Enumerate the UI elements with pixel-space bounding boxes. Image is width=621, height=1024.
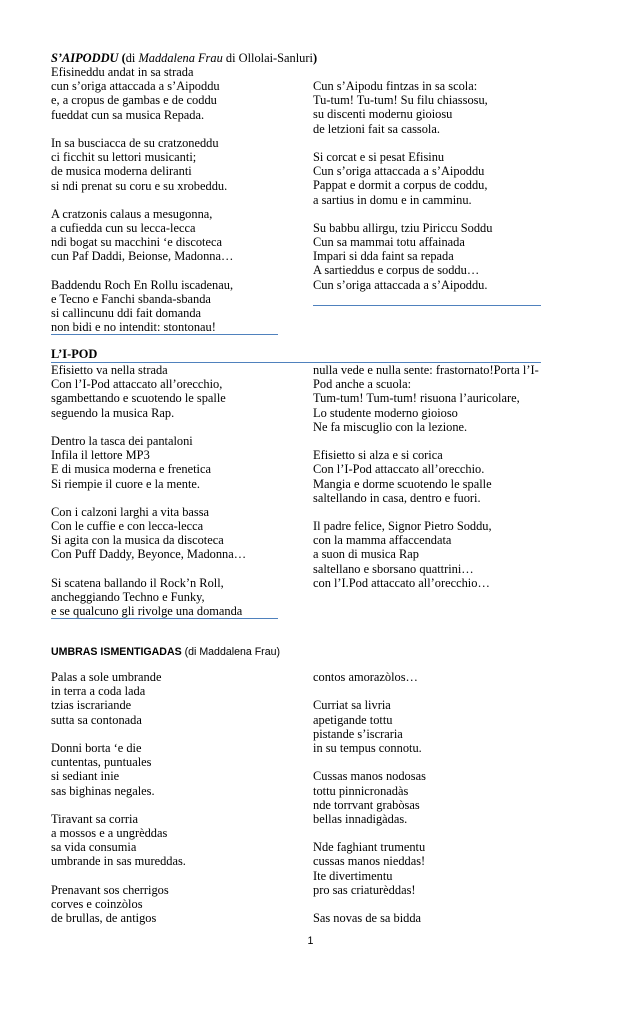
section2-left-column [51, 363, 311, 633]
verse-line: su discenti modernu gioiosu [313, 107, 453, 122]
verse-line: Il padre felice, Signor Pietro Soddu, [313, 519, 492, 534]
verse-line: e Tecno e Fanchi sbanda-sbanda [51, 292, 211, 306]
section1-left-stanza [51, 65, 311, 122]
verse-line: de letzioni fait sa cassola. [313, 121, 440, 136]
verse-line: Baddendu Roch En Rollu iscadenau, [51, 277, 234, 292]
verse-line: sa vida consumia [51, 840, 137, 855]
verse-line: E di musica moderna e frenetica [51, 462, 211, 477]
verse-line: e se qualcuno gli rivolge una domanda [51, 604, 243, 619]
section1-right-column [313, 79, 573, 306]
section3-left-stanza [51, 883, 311, 926]
section2-right-stanza [313, 519, 573, 590]
verse-line: Pappat e dormit a corpus de coddu, [313, 178, 488, 193]
section1-right-stanza [313, 221, 573, 292]
section3-right-stanza [313, 911, 573, 925]
verse-line: in su tempus connotu. [313, 740, 422, 755]
verse-line: ancheggiando Techno e Funky, [51, 590, 205, 604]
verse-line: Cun s’Aipodu fintzas in sa scola: [313, 79, 478, 93]
section2-left-stanza [51, 363, 311, 420]
section3-left-column [51, 670, 311, 940]
verse-line: A sartieddus e corpus de soddu… [313, 263, 480, 278]
section1-title-di: di [125, 51, 139, 65]
verse-line: cun Paf Daddi, Beionse, Madonna… [51, 249, 234, 264]
verse-line: Mangia e dorme scuotendo le spalle [313, 476, 492, 491]
verse-line: bellas innadigàdas. [313, 811, 408, 826]
verse-line: Con i calzoni larghi a vita bassa [51, 504, 210, 519]
verse-line: cussas manos nieddas! [313, 854, 426, 869]
section3-left-stanza [51, 812, 311, 869]
verse-line: tottu pinnicronadàs [313, 783, 409, 798]
verse-line: saltellano e sborsano quattrini… [313, 561, 474, 576]
section1-left-stanza [51, 136, 311, 193]
verse-line: seguendo la musica Rap. [51, 405, 175, 420]
verse-line: Su babbu allirgu, tziu Piriccu Soddu [313, 220, 493, 235]
section2-right-column [313, 363, 573, 604]
verse-line: Si scatena ballando il Rock’n Roll, [51, 575, 224, 590]
verse-line: Con Puff Daddy, Beyonce, Madonna… [51, 547, 247, 562]
section3-title-main: UMBRAS ISMENTIGADAS [51, 646, 182, 658]
section2-left-stanza [51, 434, 311, 491]
section1-title-main: S’AIPODDU [51, 51, 119, 65]
verse-line: Ite divertimentu [313, 868, 393, 883]
verse-line: Impari si dda faint sa repada [313, 249, 454, 264]
verse-line: fueddat cun sa musica Repada. [51, 107, 205, 122]
verse-line: Si riempie il cuore e la mente. [51, 476, 200, 491]
verse-line: tzias iscrariande [51, 698, 132, 713]
verse-line: Ne fa miscuglio con la lezione. [313, 419, 468, 434]
section3-right-column [313, 670, 573, 940]
verse-line: Efisietto va nella strada [51, 363, 168, 377]
section3-right-stanza [313, 840, 573, 897]
verse-line: A cratzonis calaus a mesugonna, [51, 206, 213, 221]
verse-line: ndi bogat su macchini ‘e discoteca [51, 235, 223, 250]
section1-title: S’AIPODDU (di Maddalena Frau di Ollolai-Sanluri) [51, 51, 318, 65]
verse-line: In sa busciacca de su cratzoneddu [51, 135, 219, 150]
verse-line: cuntentas, puntuales [51, 755, 152, 770]
verse-line: Tiravant sa corria [51, 811, 138, 826]
section3-right-stanza [313, 698, 573, 755]
verse-line: nulla vede e nulla sente: frastornato!Porta l’I- [313, 363, 539, 377]
verse-line: con l’I.Pod attaccato all’orecchio… [313, 575, 490, 590]
verse-line: apetigande tottu [313, 712, 393, 727]
verse-line: de brullas, de antigos [51, 911, 157, 926]
verse-line: ci ficchit su lettori musicanti; [51, 150, 197, 165]
verse-line: Prenavant sos cherrigos [51, 882, 169, 897]
section2-right-stanza [313, 363, 573, 434]
verse-line: sgambettando e scuotendo le spalle [51, 391, 226, 406]
page-number: 1 [307, 935, 314, 947]
verse-line: cun s’origa attaccada a s’Aipoddu [51, 79, 220, 94]
verse-line: Con l’I-Pod attaccato all’orecchio. [313, 462, 485, 477]
section1-place: di Ollolai-Sanluri [222, 51, 313, 65]
verse-line: Donni borta ‘e die [51, 740, 142, 755]
verse-line: Efisietto si alza e si corica [313, 448, 443, 463]
verse-line: si ndi prenat su coru e su xrobeddu. [51, 178, 228, 193]
section3-right-stanza [313, 670, 573, 684]
verse-line: Con le cuffie e con lecca-lecca [51, 519, 204, 534]
verse-line: Sas novas de sa bidda [313, 911, 422, 926]
verse-line: Si corcat e si pesat Efisinu [313, 149, 445, 164]
verse-line: contos amorazòlos… [313, 670, 418, 684]
section3-title [51, 645, 280, 659]
verse-line: de musica moderna deliranti [51, 164, 192, 179]
verse-line: Dentro la tasca dei pantaloni [51, 433, 193, 448]
section2-left-rule [51, 618, 278, 619]
verse-line: Tum-tum! Tum-tum! risuona l’auricolare, [313, 391, 520, 406]
verse-line: a sartius in domu e in camminu. [313, 192, 472, 207]
verse-line: si callincunu ddi fait domanda [51, 306, 202, 321]
verse-line: Curriat sa livria [313, 698, 391, 713]
verse-line: umbrande in sas mureddas. [51, 854, 186, 869]
section1-left-stanza [51, 278, 311, 335]
verse-line: e, a cropus de gambas e de coddu [51, 93, 217, 108]
verse-line: Con l’I-Pod attaccato all’orecchio, [51, 377, 223, 392]
verse-line: Pod anche a scuola: [313, 377, 412, 392]
verse-line: con la mamma affaccendata [313, 533, 452, 548]
section1-left-column [51, 65, 311, 349]
section2-right-stanza [313, 448, 573, 505]
verse-line: in terra a coda lada [51, 684, 146, 699]
section3-left-stanza [51, 741, 311, 798]
verse-line: sutta sa contonada [51, 712, 142, 727]
verse-line: Cun s’origa attaccada a s’Aipoddu [313, 164, 485, 179]
section1-right-stanza [313, 150, 573, 207]
verse-line: saltellando in casa, dentro e fuori. [313, 490, 481, 505]
section1-right-rule [313, 305, 541, 306]
section1-author: Maddalena Frau [138, 51, 223, 65]
verse-line: Lo studente moderno gioioso [313, 405, 458, 420]
verse-line: sas bighinas negales. [51, 783, 155, 798]
verse-line: Cussas manos nodosas [313, 769, 426, 784]
verse-line: Efisineddu andat in sa strada [51, 65, 194, 79]
verse-line: a suon di musica Rap [313, 547, 419, 562]
verse-line: a cufiedda cun su lecca-lecca [51, 221, 196, 236]
section3-title-author: (di Maddalena Frau) [181, 646, 281, 658]
verse-line: si sediant inie [51, 769, 120, 784]
section2-left-stanza [51, 505, 311, 562]
section1-left-rule [51, 334, 278, 335]
verse-line: Tu-tum! Tu-tum! Su filu chiassosu, [313, 93, 488, 108]
section2-left-stanza [51, 576, 311, 619]
verse-line: Cun sa mammai totu affainada [313, 235, 465, 250]
section1-left-stanza [51, 207, 311, 264]
verse-line: Infila il lettore MP3 [51, 448, 150, 463]
verse-line: pro sas criaturèddas! [313, 882, 416, 897]
verse-line: Si agita con la musica da discoteca [51, 533, 224, 548]
verse-line: Palas a sole umbrande [51, 670, 162, 684]
verse-line: non bidi e no intendit: stontonau! [51, 320, 216, 335]
verse-line: pistande s’iscraria [313, 726, 403, 741]
section3-left-stanza [51, 670, 311, 727]
verse-line: Cun s’origa attaccada a s’Aipoddu. [313, 277, 488, 292]
section2-title: L’I-POD [51, 347, 98, 361]
section3-right-stanza [313, 769, 573, 826]
verse-line: Nde faghiant trumentu [313, 840, 426, 855]
verse-line: nde torrvant grabòsas [313, 797, 420, 812]
verse-line: a mossos e a ungrèddas [51, 826, 168, 841]
verse-line: corves e coinzòlos [51, 897, 143, 911]
section1-right-stanza [313, 79, 573, 136]
